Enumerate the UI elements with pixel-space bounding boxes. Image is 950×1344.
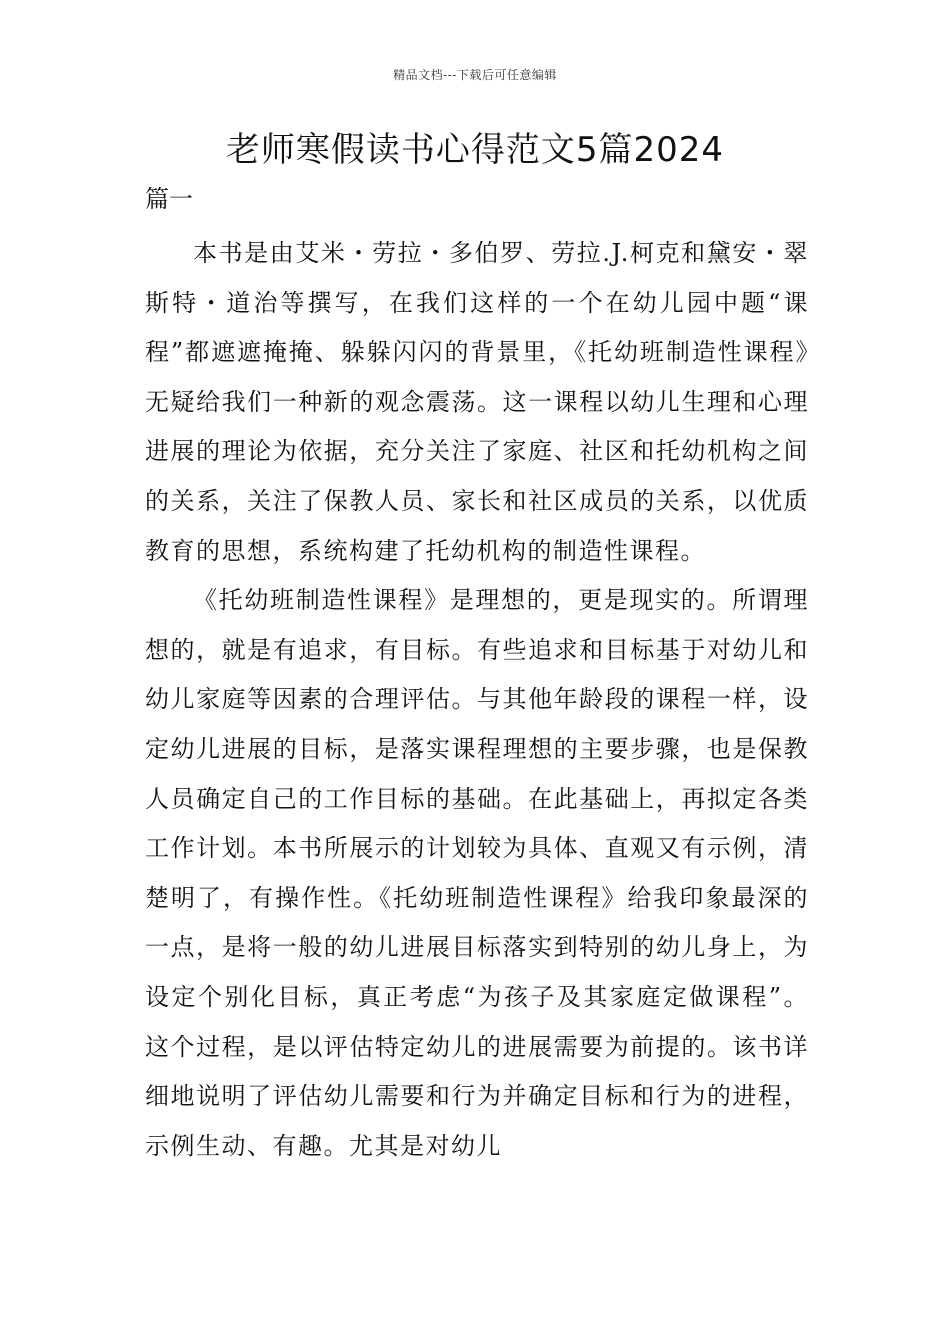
- paragraph: 本书是由艾米・劳拉・多伯罗、劳拉.J.柯克和黛安・翠斯特・道治等撰写，在我们这样的一个在幼儿园中题“课程”都遮遮掩掩、躲躲闪闪的背景里，《托幼班制造性课程》无疑给我们一种新的观念震荡。这一课程以幼儿生理和心理进展的理论为依据，充分关注了家庭、社区和托幼机构之间的关系，关注了保教人员、家长和社区成员的关系，以优质教育的思想，系统构建了托幼机构的制造性课程。: [145, 239, 809, 565]
- section-label: 篇一: [145, 185, 193, 213]
- body-text: [145, 229, 809, 1171]
- paragraph: 《托幼班制造性课程》是理想的，更是现实的。所谓理想的，就是有追求，有目标。有些追求和目标基于对幼儿和幼儿家庭等因素的合理评估。与其他年龄段的课程一样，设定幼儿进展的目标，是落实课程理想的主要步骤，也是保教人员确定自己的工作目标的基础。在此基础上，再拟定各类工作计划。本书所展示的计划较为具体、直观又有示例，清楚明了，有操作性。《托幼班制造性课程》给我印象最深的一点，是将一般的幼儿进展目标落实到特别的幼儿身上，为设定个别化目标，真正考虑“为孩子及其家庭定做课程”。这个过程，是以评估特定幼儿的进展需要为前提的。该书详细地说明了评估幼儿需要和行为并确定目标和行为的进程，示例生动、有趣。尤其是对幼儿: [145, 586, 809, 1160]
- header-note: 精品文档---下载后可任意编辑: [393, 68, 557, 82]
- document-title: 老师寒假读书心得范文5篇2024: [225, 130, 725, 170]
